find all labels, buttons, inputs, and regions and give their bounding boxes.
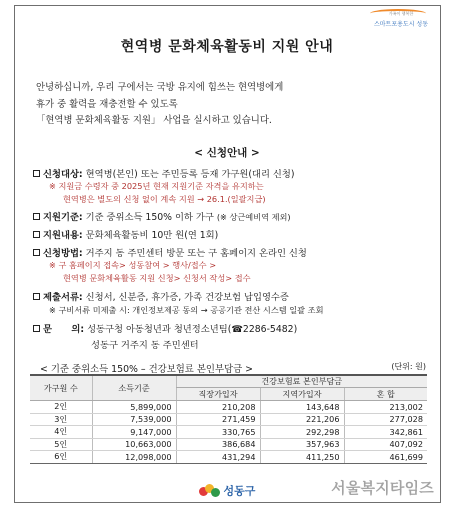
item-method-text: 거주지 동 주민센터 방문 또는 구 홈페이지 온라인 신청 <box>85 248 307 259</box>
item-docs-label: 제출서류: <box>43 292 83 303</box>
cell-mixed: 407,092 <box>344 438 427 451</box>
seongdong-mark-icon <box>199 484 221 498</box>
logo-brand-text: 스마트포용도시 성동 <box>373 21 429 28</box>
item-criteria <box>33 209 291 223</box>
logo-small-text: 가족이 행복한 <box>388 11 414 16</box>
cell-workplace: 210,208 <box>176 401 260 414</box>
header-household-size: 가구원 수 <box>30 375 92 401</box>
cell-mixed: 277,028 <box>344 413 427 426</box>
item-docs <box>33 289 289 303</box>
item-target-note-1: ※ 지원금 수령자 중 2025년 현재 지원기준 자격을 유지하는 <box>49 181 264 191</box>
cell-mixed: 461,699 <box>344 451 427 464</box>
cell-region: 411,250 <box>260 451 344 464</box>
checkbox-square-icon <box>33 249 40 256</box>
cell-size: 2인 <box>30 401 92 414</box>
item-target-label: 신청대상: <box>43 169 83 180</box>
table-row <box>30 438 427 451</box>
district-logo <box>368 9 434 31</box>
header-region: 지역가입자 <box>260 388 344 401</box>
cell-workplace: 271,459 <box>176 413 260 426</box>
item-inquiry <box>33 321 297 335</box>
cell-mixed: 213,002 <box>344 401 427 414</box>
header-income-standard: 소득기준 <box>92 375 176 401</box>
item-content-label: 지원내용: <box>43 230 83 241</box>
header-premium-group: 건강보험료 본인부담금 <box>176 375 427 388</box>
cell-income: 7,539,000 <box>92 413 176 426</box>
item-target-note-2: 현역병은 별도의 신청 없이 계속 지원 → 26.1.(일괄지급) <box>63 194 266 204</box>
item-docs-text: 신청서, 신분증, 휴가증, 가족 건강보험 납입영수증 <box>85 292 289 303</box>
header-workplace: 직장가입자 <box>176 388 260 401</box>
item-method-note-2: 현역병 문화체육활동 지원 신청> 신청서 작성> 접수 <box>63 273 251 283</box>
cell-workplace: 330,765 <box>176 426 260 439</box>
checkbox-square-icon <box>33 325 40 332</box>
item-inquiry-text-2: 성동구 거주지 동 주민센터 <box>91 340 199 351</box>
table-row <box>30 426 427 439</box>
item-method <box>33 245 307 259</box>
table-title: < 기준 중위소득 150% – 건강보험료 본인부담금 > <box>40 364 253 375</box>
item-content <box>33 227 218 241</box>
cell-size: 3인 <box>30 413 92 426</box>
footer-district-label: 성동구 <box>223 484 256 498</box>
cell-region: 357,963 <box>260 438 344 451</box>
cell-region: 292,298 <box>260 426 344 439</box>
item-target-text: 현역병(본인) 또는 주민등록 등재 가구원(대리 신청) <box>85 169 295 180</box>
intro-line-1: 안녕하십니까, 우리 구에서는 국방 유지에 힘쓰는 현역병에게 <box>36 82 284 93</box>
item-target <box>33 166 295 180</box>
cell-income: 12,098,000 <box>92 451 176 464</box>
cell-income: 10,663,000 <box>92 438 176 451</box>
cell-income: 9,147,000 <box>92 426 176 439</box>
cell-size: 4인 <box>30 426 92 439</box>
item-method-label: 신청방법: <box>43 248 83 259</box>
cell-workplace: 431,294 <box>176 451 260 464</box>
item-criteria-text: 기준 중위소득 150% 이하 가구 <box>85 212 214 223</box>
checkbox-square-icon <box>33 170 40 177</box>
cell-region: 143,648 <box>260 401 344 414</box>
cell-size: 6인 <box>30 451 92 464</box>
checkbox-square-icon <box>33 213 40 220</box>
item-criteria-label: 지원기준: <box>43 212 83 223</box>
intro-line-3: 「현역병 문화체육활동 지원」 사업을 실시하고 있습니다. <box>36 115 272 126</box>
table-unit: (단위: 원) <box>391 362 426 371</box>
item-method-note-1: ※ 구 홈페이지 접속> 성동참여 > 행사/접수 > <box>49 260 217 270</box>
item-inquiry-text: 성동구청 아동청년과 청년정소년팀(☎2286-5482) <box>87 324 298 335</box>
item-criteria-note: (※ 상근예비역 제외) <box>216 212 291 222</box>
cell-region: 221,206 <box>260 413 344 426</box>
item-inquiry-label: 문 의: <box>43 324 85 335</box>
income-premium-table <box>30 374 427 464</box>
page-title: 현역병 문화체육활동비 지원 안내 <box>120 39 334 55</box>
table-row <box>30 401 427 414</box>
cell-workplace: 386,684 <box>176 438 260 451</box>
header-mixed: 혼 합 <box>344 388 427 401</box>
cell-mixed: 342,861 <box>344 426 427 439</box>
table-row <box>30 413 427 426</box>
intro-paragraph <box>36 80 426 130</box>
cell-income: 5,899,000 <box>92 401 176 414</box>
news-watermark: 서울복지타임즈 <box>331 479 434 497</box>
table-row <box>30 451 427 464</box>
intro-line-2: 휴가 중 활력을 재충전할 수 있도록 <box>36 98 178 110</box>
checkbox-square-icon <box>33 231 40 238</box>
section-title: < 신청안내 > <box>194 147 260 159</box>
item-docs-note: ※ 구비서류 미제출 시: 개인정보제공 동의 → 공공기관 전산 시스템 일괄 조회 <box>49 305 324 315</box>
cell-size: 5인 <box>30 438 92 451</box>
checkbox-square-icon <box>33 293 40 300</box>
item-content-text: 문화체육활동비 10만 원(연 1회) <box>85 230 219 241</box>
